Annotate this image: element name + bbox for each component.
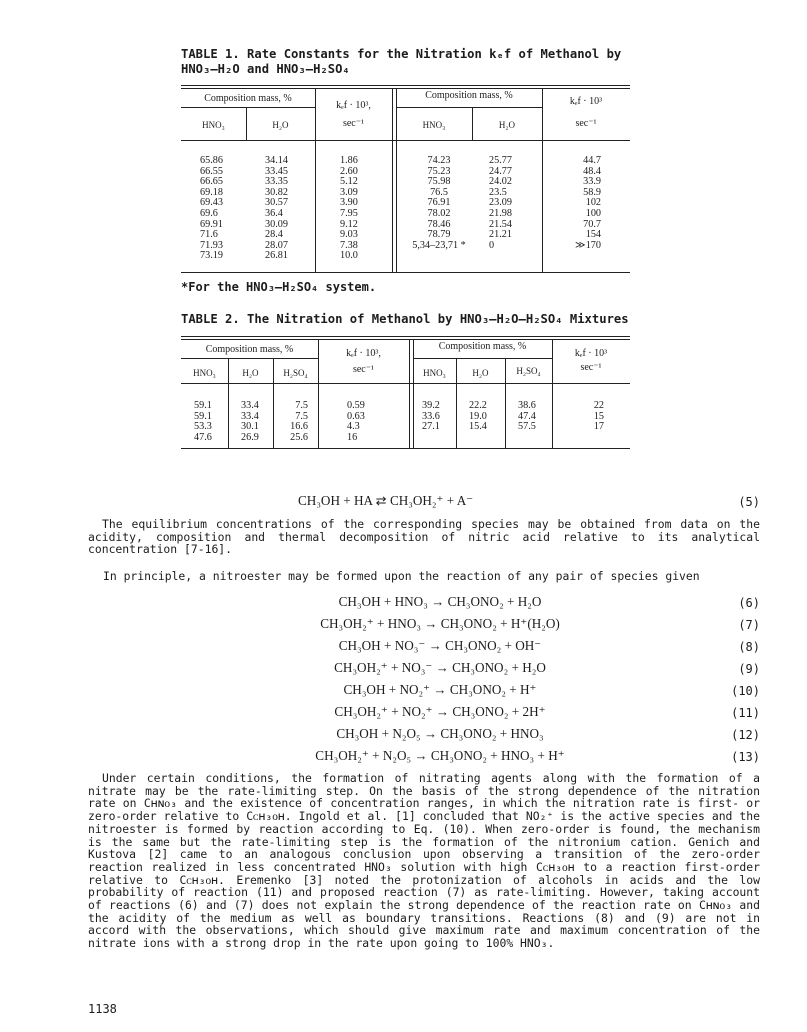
table1-vrule-3 [396,88,397,272]
table2-h2o-cell: 26.9 [241,431,259,443]
table1-header-sec-right: sec⁻¹ [575,118,597,129]
paragraph-equilibrium: The equilibrium concentrations of the corresponding species may be obtained from data on the acidity, composition and thermal decomposition of nitric acid relative to its analytical concentration [7-16]. [88,517,760,557]
table1-footnote: *For the HNO₃–H₂SO₄ system. [181,280,377,294]
table2-column-hno3-a [194,401,212,443]
table1-header-composition-left: Composition mass, % [204,93,292,104]
table1-header-hno3-left: HNO₃ [202,120,225,130]
equation-number: (6) [738,596,760,610]
table1-hno3-cell: 5,34–23,71 * [412,239,466,251]
equation-number: (8) [738,640,760,654]
table2-hno3-cell: 47.6 [194,431,212,443]
table1-top-rule-2 [181,88,630,89]
table1-column-hno3-b [405,156,473,251]
table1-vrule-4 [542,88,543,272]
table2-h2o-cell: 19.0 [469,410,487,422]
table1-hno3-cell: 76.91 [427,197,451,209]
table2-h2o-cell: 33.4 [241,400,259,411]
table1-hno3-cell: 74.23 [427,155,451,166]
table1-k-cell: 44.7 [583,155,601,166]
equation-number: (13) [731,750,760,764]
equation-text: CH₃OH₂⁺ + NO₂⁺ → CH₃ONO₂ + 2H⁺ [334,704,546,719]
table2-k-cell: 17 [593,421,604,433]
table1-k-cell: 2.60 [340,165,358,177]
table2-h2o-cell: 15.4 [469,421,487,433]
table2-caption: TABLE 2. The Nitration of Methanol by HNO₃–H₂O–H₂SO₄ Mixtures [181,312,629,326]
table1-hno3-cell: 69.91 [200,218,223,230]
table2-h2o-cell: 33.4 [241,410,259,422]
table2-header-hno3-right: HNO₃ [423,368,446,378]
table1-column-k-a [340,156,358,262]
table1-hno3-cell: 69.18 [200,186,223,198]
table1-hno3-cell: 73.19 [200,250,223,262]
table1-h2o-cell: 23.5 [489,186,507,198]
table1-k-cell: 1.86 [340,155,358,166]
table1-subhead-rule-left [181,107,315,108]
table2-hno3-cell: 59.1 [194,400,212,411]
table2-subhead-rule-right [413,358,552,359]
table1-hno3-cell: 75.98 [427,176,451,188]
table1-hno3-cell: 71.93 [200,239,223,251]
table1-h2o-cell: 30.82 [265,186,288,198]
table2-header-k-left: kₑf · 10³, [346,348,381,359]
table1-k-cell: 3.09 [340,186,358,198]
paragraph-conditions: Under certain conditions, the formation of nitrating agents along with the formation of a nitrate may be the rate-limiting step. On the basis of the strong dependence of the nitration rate on Cʜɴᴏ₃ and the existence of concentration ranges, in which the nitration rate is first- or zero-order relative to Cᴄʜ₃ᴏʜ. Ingold et al. [1] concluded that NO₂⁺ is the active species and the nitroester is formed by reaction according to Eq. (10). When zero-order is found, the mechanism is the same but the rate-limiting step is the formation of the nitronium cation. Genich and Kustova [2] came to an analogous conclusion upon observing a transition of the zero-order reaction realized in less concentrated HNO₃ solution with high Cᴄʜ₃ᴏʜ to a reaction first-order relative to Cᴄʜ₃ᴏʜ. Eremenko [3] noted the protonization of alcohols in acids and the low probability of reaction (11) and proposed reaction (7) as rate-limiting. However, taking account of reactions (6) and (7) does not explain the strong dependence of the reaction rate on Cʜɴᴏ₃ and the acidity of the medium as well as boundary transitions. Reactions (8) and (9) are not in accord with the observations, which should give maximum rate and maximum concentration of the nitrate ions with a strong drop in the rate upon going to 100% HNO₃. [88,771,760,951]
table2-h2so4-cell: 38.6 [518,400,536,411]
table1-h2o-cell: 25.77 [489,155,512,166]
equation-text: CH₃OH + HNO₃ → CH₃ONO₂ + H₂O [338,594,542,609]
table1-header-k-right: kₑf · 10³ [569,96,603,107]
equation-number: (7) [738,618,760,632]
table1-h2o-cell: 21.98 [489,207,512,219]
table2-column-h2o-b [469,401,487,433]
table2-hno3-cell: 33.6 [422,410,440,422]
table2-column-h2so4-b [518,401,536,433]
table2-top-rule-2 [181,339,630,340]
table1-h2o-cell: 21.21 [489,229,512,241]
table1-k-cell: 5.12 [340,176,358,188]
table1-bottom-rule [181,272,630,273]
table1-k-cell: 9.12 [340,218,358,230]
table2-k-cell: 0.59 [347,400,365,411]
equation-text: CH₃OH + N₂O₅ → CH₃ONO₂ + HNO₃ [336,726,544,741]
table2-header-composition-left: Composition mass, % [205,344,294,355]
table1-h2o-cell: 24.77 [489,165,512,177]
table1-k-cell: 7.95 [340,207,358,219]
table1-h2o-cell: 28.07 [265,239,288,251]
table2-header-hno3-left: HNO₃ [193,368,216,378]
table1-header-sec-left: sec⁻¹ [342,118,365,129]
equation-number: (10) [731,684,760,698]
table2-header-h2so4-right: H₂SO₄ [516,366,541,376]
table1-h2o-cell: 30.09 [265,218,288,230]
table1-column-h2o-a [265,156,288,262]
table1-hno3-cell: 66.65 [200,176,223,188]
table2-h2so4-cell: 25.6 [290,431,308,443]
equation-number: (11) [731,706,760,720]
table2-hno3-cell: 27.1 [422,421,440,433]
table1-k-cell: 100 [585,207,601,219]
table1-h2o-cell: 28.4 [265,229,283,241]
table1-hno3-cell: 69.43 [200,197,223,209]
table1-hno3-cell: 78.02 [427,207,451,219]
table1-h2o-cell: 30.57 [265,197,288,209]
table1-column-hno3-a [200,156,223,262]
table2-column-h2o-a [241,401,259,443]
table1-h2o-cell: 21.54 [489,218,512,230]
table1-hno3-cell: 78.46 [427,218,451,230]
equation-number: (12) [731,728,760,742]
table1-h2o-cell: 34.14 [265,155,288,166]
table2-vrule-2 [409,339,410,448]
table1-subhead-rule-right [396,107,542,108]
table1-hno3-cell: 71.6 [200,229,218,241]
table2-header-composition-right: Composition mass, % [438,341,527,352]
table1-k-cell: 70.7 [583,218,601,230]
table1-k-cell: 154 [585,229,601,241]
table2-hno3-cell: 53.3 [194,421,212,433]
table2-header-rule [181,383,630,384]
table1-caption-line1: TABLE 1. Rate Constants for the Nitration kₑf of Methanol by [181,47,622,61]
table1-vrule-2 [392,88,393,272]
table1-header-composition-right: Composition mass, % [425,90,513,101]
table2-k-cell: 4.3 [347,421,360,433]
table2-column-k-a [347,401,365,443]
table1-h2o-cell: 36.4 [265,207,283,219]
table1-caption-line2: HNO₃–H₂O and HNO₃–H₂SO₄ [181,62,350,76]
equation-number: (9) [738,662,760,676]
table1-h2o-cell: 26.81 [265,250,288,262]
table1-h2o-cell: 33.35 [265,176,288,188]
page-number: 1138 [88,1002,117,1016]
equation-text: CH₃OH₂⁺ + HNO₃ → CH₃ONO₂ + H⁺(H₂O) [320,616,560,631]
table2-k-cell: 16 [347,431,358,443]
table1-hno3-cell: 65.86 [200,155,223,166]
table2-column-hno3-b [422,401,440,433]
table2-header-h2so4-left: H₂SO₄ [283,368,308,378]
table2-k-cell: 0.63 [347,410,365,422]
table1-header-rule [181,140,630,141]
equation-5-number: (5) [738,495,760,509]
table2-h2so4-cell: 16.6 [290,421,308,433]
table2-column-k-b [586,401,604,433]
table1-column-h2o-b [489,156,512,251]
table1-hno3-cell: 76.5 [430,186,448,198]
table1-h2o-cell: 23.09 [489,197,512,209]
table2-hno3-cell: 39.2 [422,400,440,411]
table2-h2o-cell: 30.1 [241,421,259,433]
table1-hno3-cell: 78.79 [427,229,451,241]
table2-h2o-cell: 22.2 [469,400,487,411]
table1-header-hno3-right: HNO₃ [422,120,446,130]
table1-header-k-left: kₑf · 10³, [336,100,371,111]
equation-text: CH₃OH + NO₃⁻ → CH₃ONO₂ + OH⁻ [338,638,542,653]
table2-vrule-3 [413,339,414,448]
table1-hno3-cell: 75.23 [427,165,451,177]
table2-top-rule [181,336,630,337]
table1-k-cell: ≫170 [575,239,601,251]
table2-h2so4-cell: 47.4 [518,410,536,422]
table1-hno3-cell: 69.6 [200,207,218,219]
table2-header-sec-right: sec⁻¹ [580,362,602,373]
table2-hno3-cell: 59.1 [194,410,212,422]
table1-header-h2o-left: H₂O [272,120,289,130]
table2-h2so4-cell: 57.5 [518,421,536,433]
table1-header-h2o-right: H₂O [498,120,516,130]
equation-text: CH₃OH + NO₂⁺ → CH₃ONO₂ + H⁺ [343,682,537,697]
table2-header-k-right: kₑf · 10³ [574,348,608,359]
equation-5: CH₃OH + HA ⇄ CH₃OH₂⁺ + A⁻ [298,493,474,508]
table2-header-h2o-right: H₂O [472,368,489,378]
table2-column-h2so4-a [284,401,308,443]
table1-k-cell: 7.38 [340,239,358,251]
table1-k-cell: 9.03 [340,229,358,241]
table1-k-cell: 102 [585,197,601,209]
table2-k-cell: 15 [593,410,604,422]
table1-column-k-b [568,156,601,251]
table1-top-rule [181,85,630,86]
table1-h2o-cell: 33.45 [265,165,288,177]
table1-k-cell: 48.4 [583,165,601,177]
table2-subhead-rule-left [181,358,318,359]
table1-hno3-cell: 66.55 [200,165,223,177]
table1-vrule-1 [315,88,316,272]
table1-h2o-cell: 0 [489,239,495,251]
table1-k-cell: 10.0 [340,250,358,262]
equation-text: CH₃OH₂⁺ + N₂O₅ → CH₃ONO₂ + HNO₃ + H⁺ [315,748,565,763]
table1-k-cell: 33.9 [583,176,601,188]
table2-bottom-rule [181,448,630,449]
table2-header-h2o-left: H₂O [242,368,259,378]
table1-k-cell: 58.9 [583,186,601,198]
table2-header-sec-left: sec⁻¹ [352,364,375,375]
table1-k-cell: 3.90 [340,197,358,209]
table2-k-cell: 22 [593,400,604,411]
equation-text: CH₃OH₂⁺ + NO₃⁻ → CH₃ONO₂ + H₂O [334,660,546,675]
table2-h2so4-cell: 7.5 [295,410,308,422]
table1-h2o-cell: 24.02 [489,176,512,188]
paragraph-principle: In principle, a nitroester may be formed upon the reaction of any pair of species given [103,569,700,583]
table2-h2so4-cell: 7.5 [295,400,308,411]
